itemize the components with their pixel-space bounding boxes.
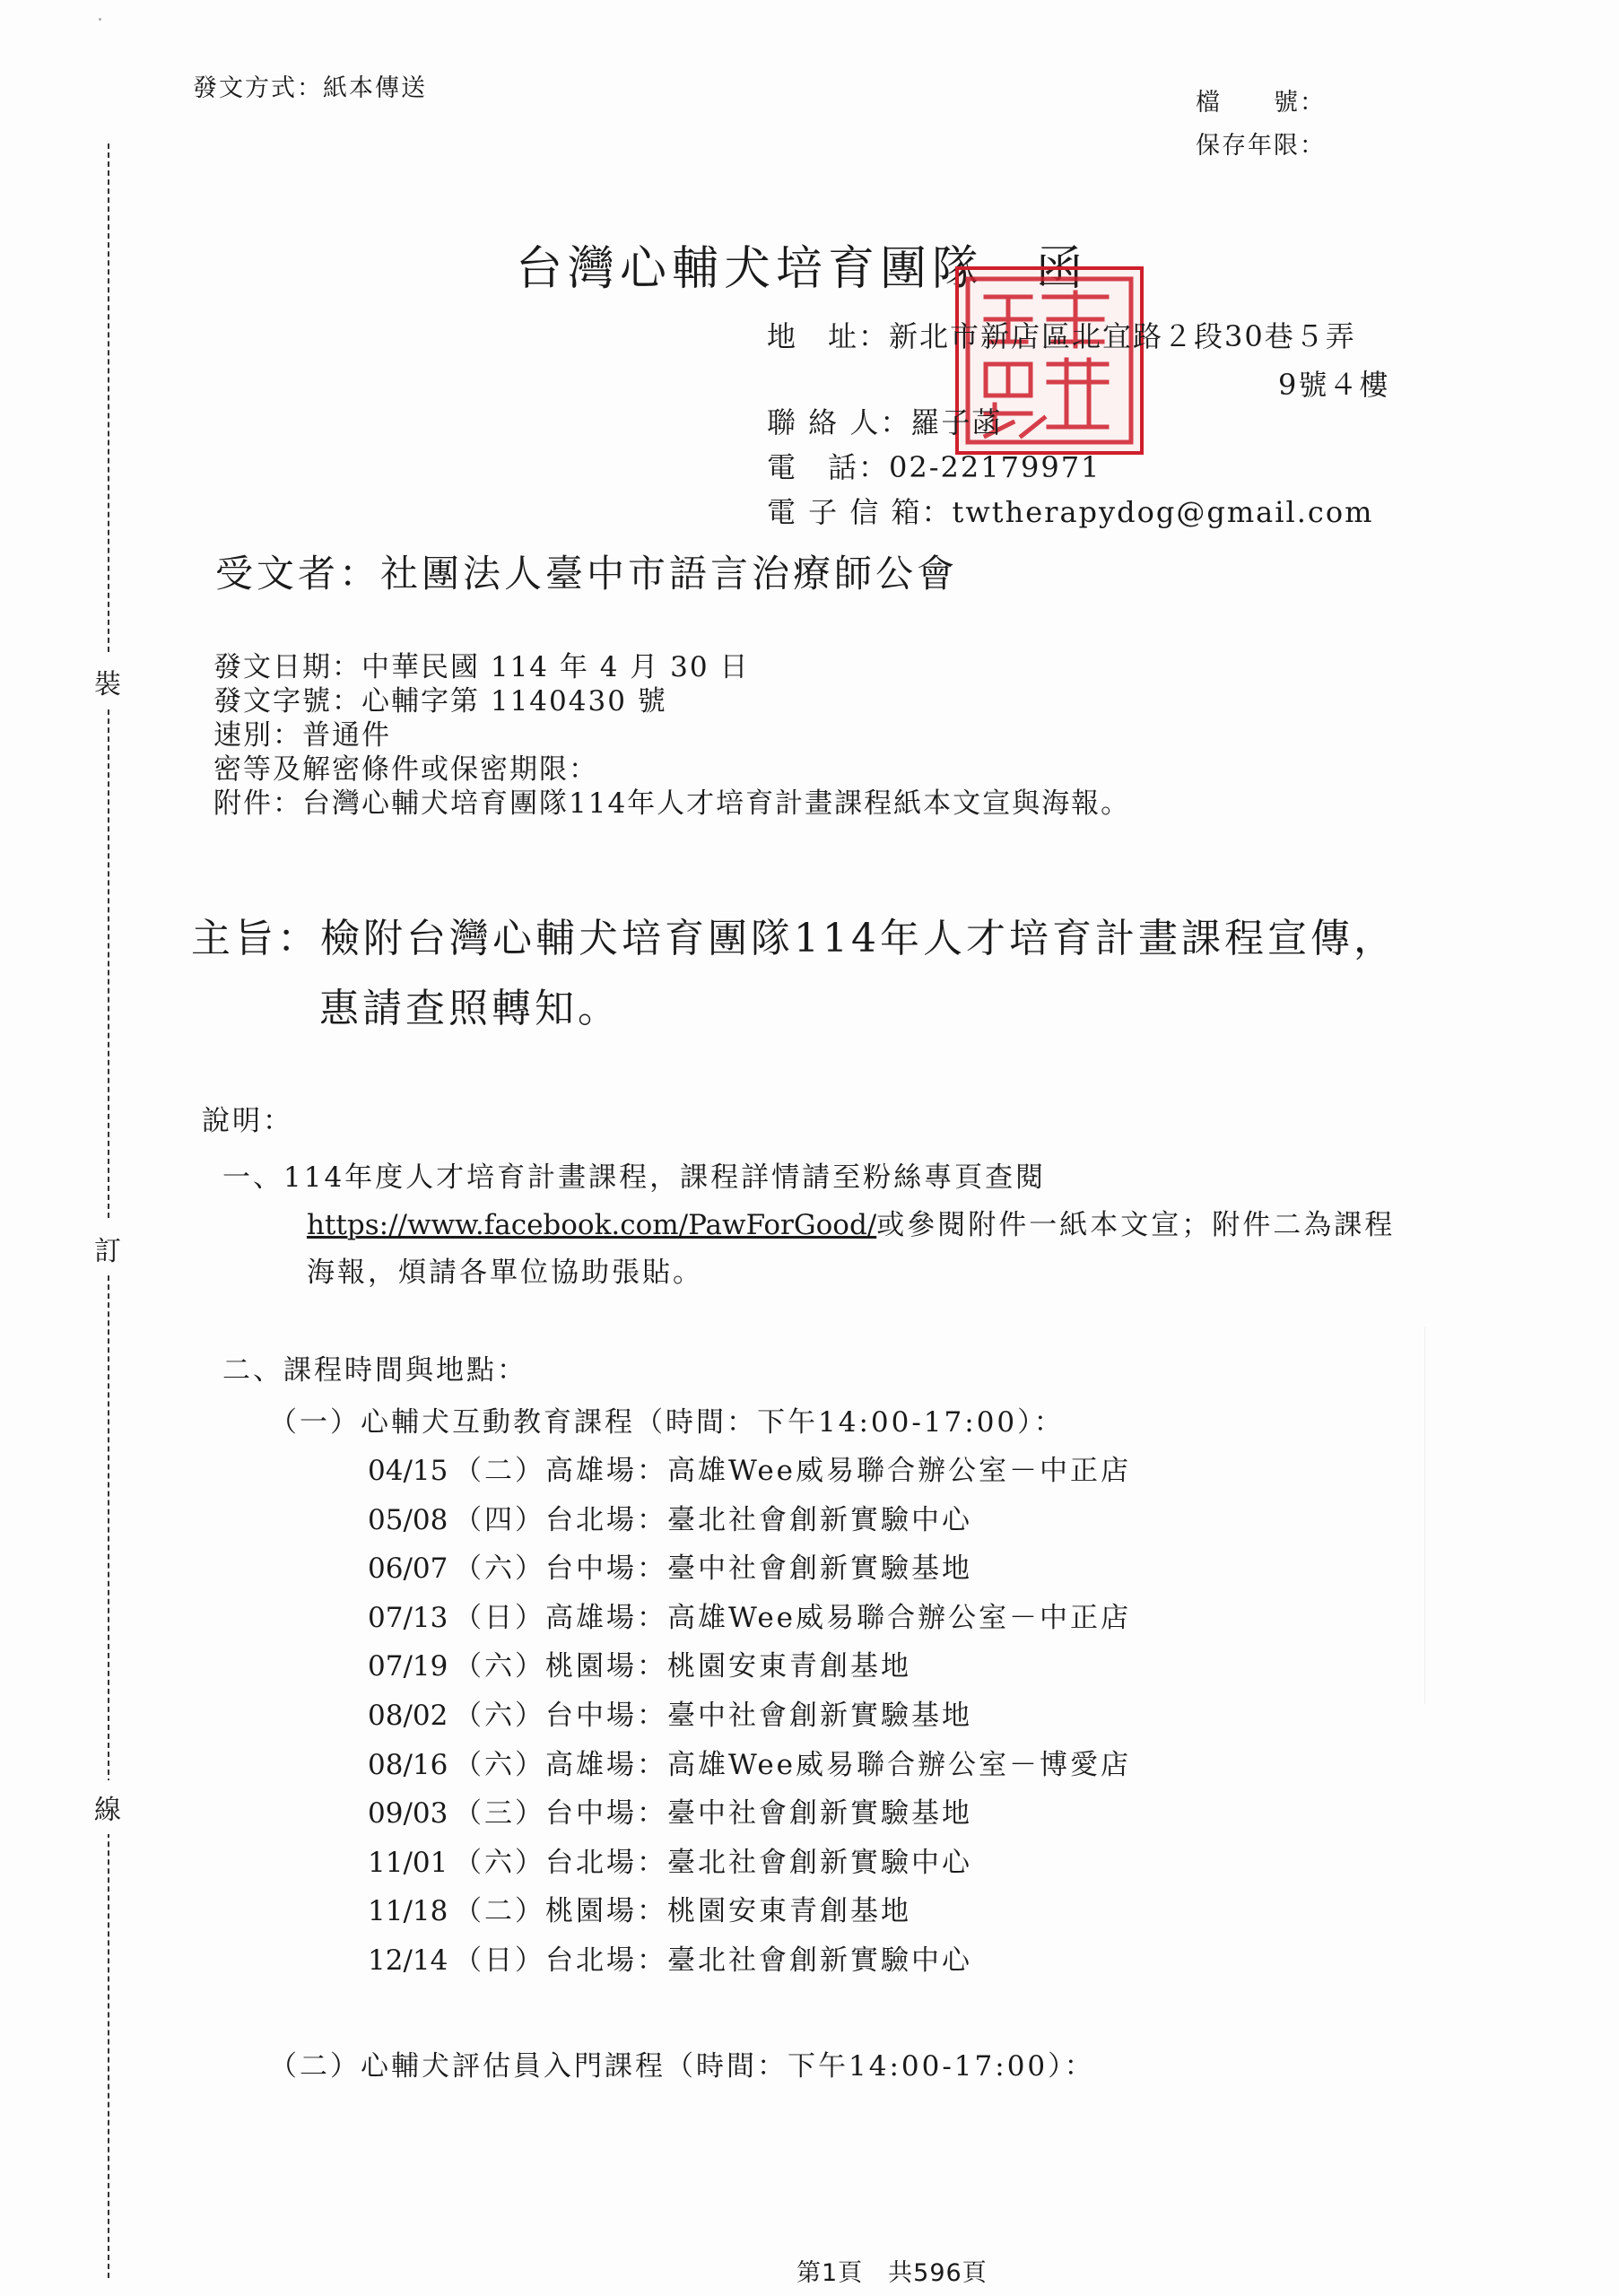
scan-artifact [1424, 1327, 1425, 1704]
schedule-weekday: （二） [454, 1895, 545, 1928]
schedule-date: 05/08 [368, 1503, 448, 1536]
binding-mark-ding: 訂 [86, 1222, 129, 1275]
schedule-weekday: （六） [454, 1552, 545, 1586]
schedule-venue: 台北場：臺北社會創新實驗中心 [545, 1503, 972, 1536]
sender-contact: 聯 絡 人：羅子菡 [767, 405, 1003, 439]
schedule-weekday: （六） [454, 1748, 545, 1781]
sender-phone: 電 話：02-22179971 [767, 450, 1101, 484]
subject-line-2: 惠請查照轉知。 [319, 986, 621, 1031]
document-title: 台灣心輔犬培育團隊 函 [516, 242, 1089, 296]
schedule-venue: 桃園場：桃園安東青創基地 [545, 1650, 911, 1683]
secrecy-level: 密等及解密條件或保密期限： [213, 753, 598, 786]
item1-line3: 海報，煩請各單位協助張貼。 [307, 1257, 703, 1289]
schedule-row [368, 1497, 1131, 1546]
schedule-venue: 台中場：臺中社會創新實驗基地 [545, 1699, 972, 1732]
schedule-venue: 台中場：臺中社會創新實驗基地 [545, 1552, 972, 1586]
schedule-date: 07/19 [368, 1650, 448, 1683]
file-number-label: 檔 號： [1196, 89, 1326, 117]
schedule-row [368, 1742, 1131, 1791]
schedule-row [368, 1888, 1131, 1937]
sub1-heading: （一）心輔犬互動教育課程（時間：下午14:00-17:00）： [269, 1406, 1065, 1439]
sender-address: 地 址：新北市新店區北宜路２段30巷５弄 [767, 319, 1356, 353]
schedule-date: 12/14 [368, 1944, 448, 1977]
schedule-date: 09/03 [368, 1797, 448, 1831]
schedule-weekday: （三） [454, 1797, 545, 1831]
schedule-date: 08/02 [368, 1699, 448, 1732]
urgency: 速別：普通件 [213, 719, 391, 752]
send-method: 發文方式：紙本傳送 [193, 74, 427, 102]
schedule-weekday: （四） [454, 1503, 545, 1536]
recipient: 受文者：社團法人臺中市語言治療師公會 [215, 552, 959, 596]
schedule-date: 08/16 [368, 1748, 448, 1781]
schedule-date: 07/13 [368, 1601, 448, 1634]
scan-speck [99, 18, 101, 21]
attachment-note: 附件：台灣心輔犬培育團隊114年人才培育計畫課程紙本文宣與海報。 [213, 787, 1131, 820]
item2-heading: 二、課程時間與地點： [222, 1354, 527, 1387]
item1-line2-text: 或參閱附件一紙本文宣；附件二為課程 [876, 1209, 1396, 1241]
schedule-venue: 桃園場：桃園安東青創基地 [545, 1895, 911, 1928]
schedule-row [368, 1839, 1131, 1889]
schedule-venue: 高雄場：高雄Wee威易聯合辦公室－中正店 [545, 1455, 1132, 1487]
schedule-venue: 高雄場：高雄Wee威易聯合辦公室－博愛店 [545, 1748, 1132, 1781]
schedule-date: 06/07 [368, 1552, 448, 1586]
schedule-weekday: （日） [454, 1601, 545, 1634]
explanation-label: 說明： [202, 1105, 293, 1137]
page-footer: 第1頁 共596頁 [796, 2259, 988, 2287]
schedule-row [368, 1937, 1131, 1987]
sub2-heading: （二）心輔犬評估員入門課程（時間：下午14:00-17:00）： [269, 2050, 1095, 2083]
schedule-date: 04/15 [368, 1455, 448, 1487]
sender-address-line2: 9號４樓 [1278, 368, 1390, 402]
schedule-venue: 高雄場：高雄Wee威易聯合辦公室－中正店 [545, 1601, 1132, 1634]
sender-email: 電 子 信 箱：twtherapydog@gmail.com [767, 495, 1374, 529]
schedule-row [368, 1692, 1131, 1742]
item1-line2 [307, 1202, 1395, 1242]
subject-line-1: 主旨：檢附台灣心輔犬培育團隊114年人才培育計畫課程宣傳， [191, 916, 1397, 961]
binding-mark-xian: 線 [86, 1780, 129, 1834]
schedule-weekday: （日） [454, 1944, 545, 1977]
retention-period-label: 保存年限： [1196, 132, 1326, 160]
schedule-row [368, 1595, 1131, 1644]
schedule-row [368, 1643, 1131, 1692]
schedule-venue: 台北場：臺北社會創新實驗中心 [545, 1944, 972, 1977]
schedule-venue: 台北場：臺北社會創新實驗中心 [545, 1846, 972, 1879]
item1-line1: 一、114年度人才培育計畫課程，課程詳情請至粉絲專頁查閱 [222, 1161, 1047, 1194]
schedule-row [368, 1448, 1131, 1497]
issue-date: 發文日期：中華民國 114 年 4 月 30 日 [213, 651, 750, 683]
schedule-weekday: （二） [454, 1455, 545, 1487]
schedule-date: 11/01 [368, 1846, 448, 1879]
course-schedule-list [368, 1448, 1131, 1987]
schedule-weekday: （六） [454, 1650, 545, 1683]
schedule-row [368, 1790, 1131, 1839]
schedule-weekday: （六） [454, 1699, 545, 1732]
schedule-weekday: （六） [454, 1846, 545, 1879]
schedule-venue: 台中場：臺中社會創新實驗基地 [545, 1797, 972, 1831]
schedule-date: 11/18 [368, 1895, 448, 1928]
binding-dashed-line [108, 144, 109, 2278]
schedule-row [368, 1545, 1131, 1595]
document-number: 發文字號：心輔字第 1140430 號 [213, 685, 667, 718]
binding-mark-zhuang: 裝 [86, 655, 129, 709]
facebook-page-link[interactable]: https://www.facebook.com/PawForGood/ [307, 1209, 877, 1241]
